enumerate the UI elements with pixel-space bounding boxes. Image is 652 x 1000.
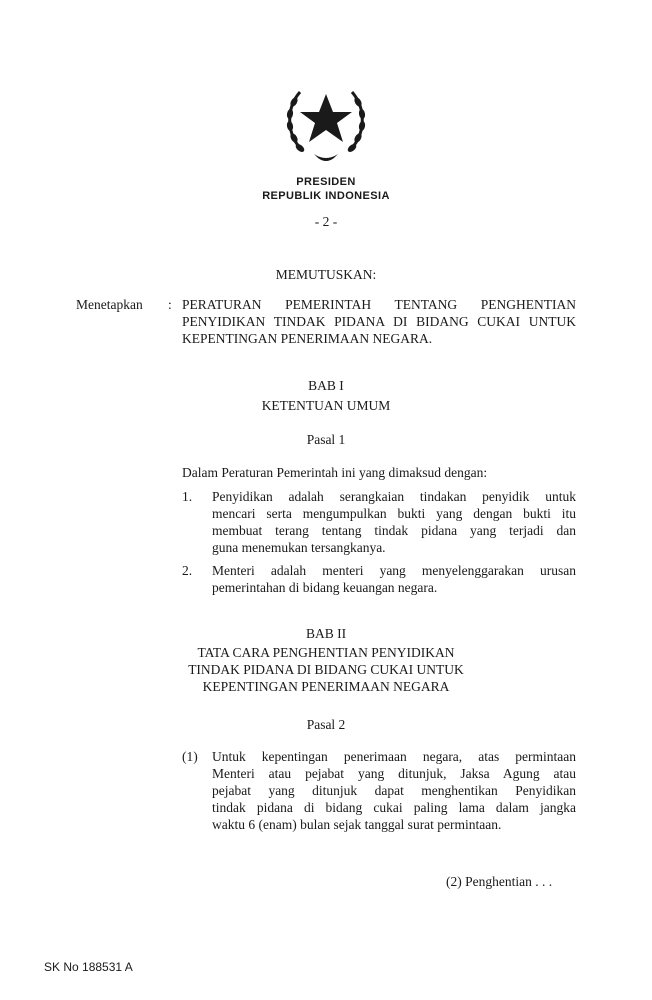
pasal2-item-1-line: Untuk kepentingan penerimaan negara, atas permintaan <box>212 749 576 764</box>
pasal1-intro: Dalam Peraturan Pemerintah ini yang dimaksud dengan: <box>182 465 488 480</box>
pasal1-item-1-line: membuat terang tentang tindak pidana yang terjadi dan <box>212 523 576 538</box>
bab2-title-line: TATA CARA PENGHENTIAN PENYIDIKAN <box>197 645 455 660</box>
pasal2-title: Pasal 2 <box>306 717 346 732</box>
decision-heading: MEMUTUSKAN: <box>275 267 377 282</box>
bab2-number: BAB II <box>305 626 347 641</box>
decision-line-1: PERATURAN PEMERINTAH TENTANG PENGHENTIAN <box>182 297 576 312</box>
pasal1-item-1-number: 1. <box>182 489 193 504</box>
bab2-title-line: TINDAK PIDANA DI BIDANG CUKAI UNTUK <box>188 662 464 677</box>
menetapkan-label: Menetapkan <box>76 297 143 312</box>
pasal2-item-1-line: Menteri atau pejabat yang ditunjuk, Jaksa Agung atau <box>212 766 576 781</box>
bab1-title: KETENTUAN UMUM <box>261 398 391 413</box>
bab2-title-line: KEPENTINGAN PENERIMAAN NEGARA <box>202 679 450 694</box>
pasal2-item-1-number: (1) <box>182 749 198 764</box>
menetapkan-colon: : <box>168 297 172 312</box>
pasal1-item-2-line: pemerintahan di bidang keuangan negara. <box>212 580 438 595</box>
bab1-number: BAB I <box>308 378 344 393</box>
pasal1-item-1-line: guna menemukan tersangkanya. <box>212 540 386 555</box>
decision-line-2: PENYIDIKAN TINDAK PIDANA DI BIDANG CUKAI UNTUK <box>182 314 576 329</box>
continuation-text: (2) Penghentian . . . <box>446 874 553 889</box>
pasal1-title: Pasal 1 <box>306 432 346 447</box>
pasal1-item-1-line: mencari serta mengumpulkan bukti yang dengan bukti itu <box>212 506 576 521</box>
presidential-emblem-icon <box>280 74 372 166</box>
pasal1-item-2-number: 2. <box>182 563 193 578</box>
pasal1-item-2-line: Menteri adalah menteri yang menyelenggarakan urusan <box>212 563 576 578</box>
pasal2-item-1-line: tindak pidana di bidang cukai paling lama dalam jangka <box>212 800 576 815</box>
page-number: - 2 - <box>314 214 338 229</box>
pasal2-item-1-line: waktu 6 (enam) bulan sejak tanggal surat permintaan. <box>212 817 502 832</box>
pasal2-item-1-line: pejabat yang ditunjuk dapat menghentikan Penyidikan <box>212 783 576 798</box>
decision-line-3: KEPENTINGAN PENERIMAAN NEGARA. <box>182 331 433 346</box>
header-republik-indonesia: REPUBLIK INDONESIA <box>262 190 390 202</box>
pasal1-item-1-line: Penyidikan adalah serangkaian tindakan penyidik untuk <box>212 489 576 504</box>
header-presiden: PRESIDEN <box>296 176 356 188</box>
footer-code: SK No 188531 A <box>44 960 133 974</box>
